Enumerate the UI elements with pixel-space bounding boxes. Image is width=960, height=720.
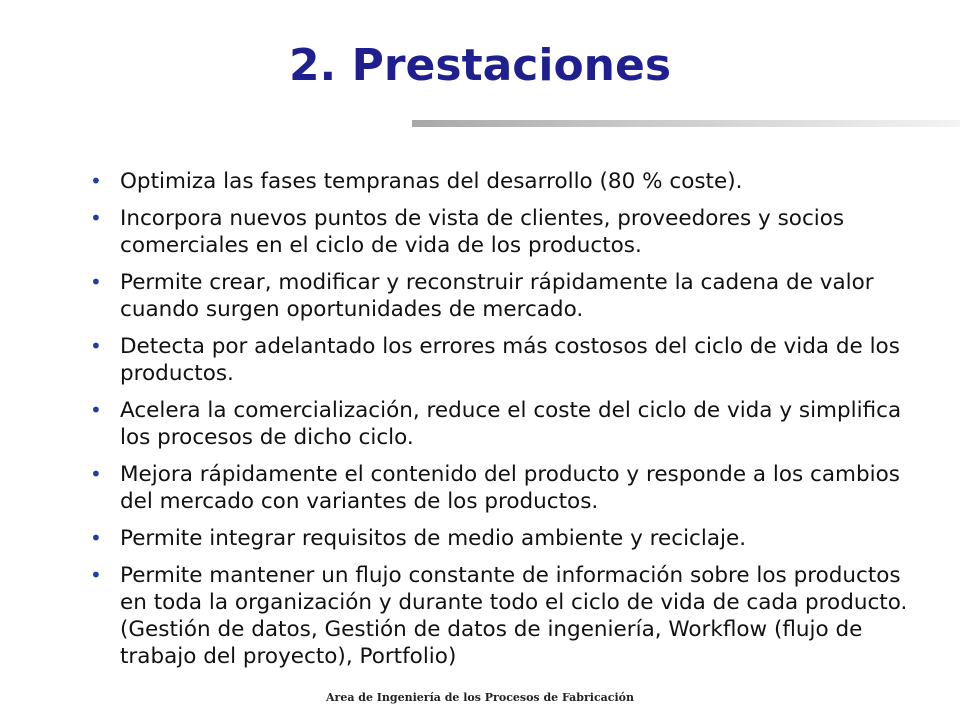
bullet-icon: • <box>90 334 102 358</box>
bullet-text: Detecta por adelantado los errores más costosos del ciclo de vida de los productos. <box>120 334 900 386</box>
bullet-item <box>88 525 928 552</box>
bullet-icon: • <box>90 526 102 550</box>
bullet-text: Mejora rápidamente el contenido del producto y responde a los cambios del mercado con variantes de los productos. <box>120 462 900 514</box>
bullet-item <box>88 461 928 515</box>
bullet-text: Incorpora nuevos puntos de vista de clientes, proveedores y socios comerciales en el ciclo de vida de los productos. <box>120 206 845 258</box>
slide-footer: Area de Ingeniería de los Procesos de Fabricación <box>325 691 634 704</box>
bullet-item <box>88 205 928 259</box>
bullet-item <box>88 269 928 323</box>
bullet-icon: • <box>90 169 102 193</box>
bullet-item <box>88 397 928 451</box>
bullet-item <box>88 333 928 387</box>
page-title: 2. Prestaciones <box>288 40 672 91</box>
bullet-icon: • <box>90 563 102 587</box>
bullet-text: Acelera la comercialización, reduce el coste del ciclo de vida y simplifica los procesos de dicho ciclo. <box>120 398 902 450</box>
bullet-icon: • <box>90 462 102 486</box>
bullet-icon: • <box>90 270 102 294</box>
bullet-icon: • <box>90 398 102 422</box>
bullet-list <box>88 168 928 680</box>
title-divider <box>412 120 960 127</box>
bullet-item <box>88 562 928 670</box>
bullet-item <box>88 168 928 195</box>
bullet-text: Permite integrar requisitos de medio ambiente y reciclaje. <box>120 526 747 551</box>
bullet-text: Optimiza las fases tempranas del desarrollo (80 % coste). <box>120 169 743 194</box>
bullet-text: Permite crear, modificar y reconstruir rápidamente la cadena de valor cuando surgen oportunidades de mercado. <box>120 270 874 322</box>
bullet-icon: • <box>90 206 102 230</box>
bullet-text: Permite mantener un flujo constante de información sobre los productos en toda la organización y durante todo el ciclo de vida de cada producto. (Gestión de datos, Gestión de datos de ingeniería, Workflow (flujo de trabajo del proyecto), Portfolio) <box>120 563 908 669</box>
